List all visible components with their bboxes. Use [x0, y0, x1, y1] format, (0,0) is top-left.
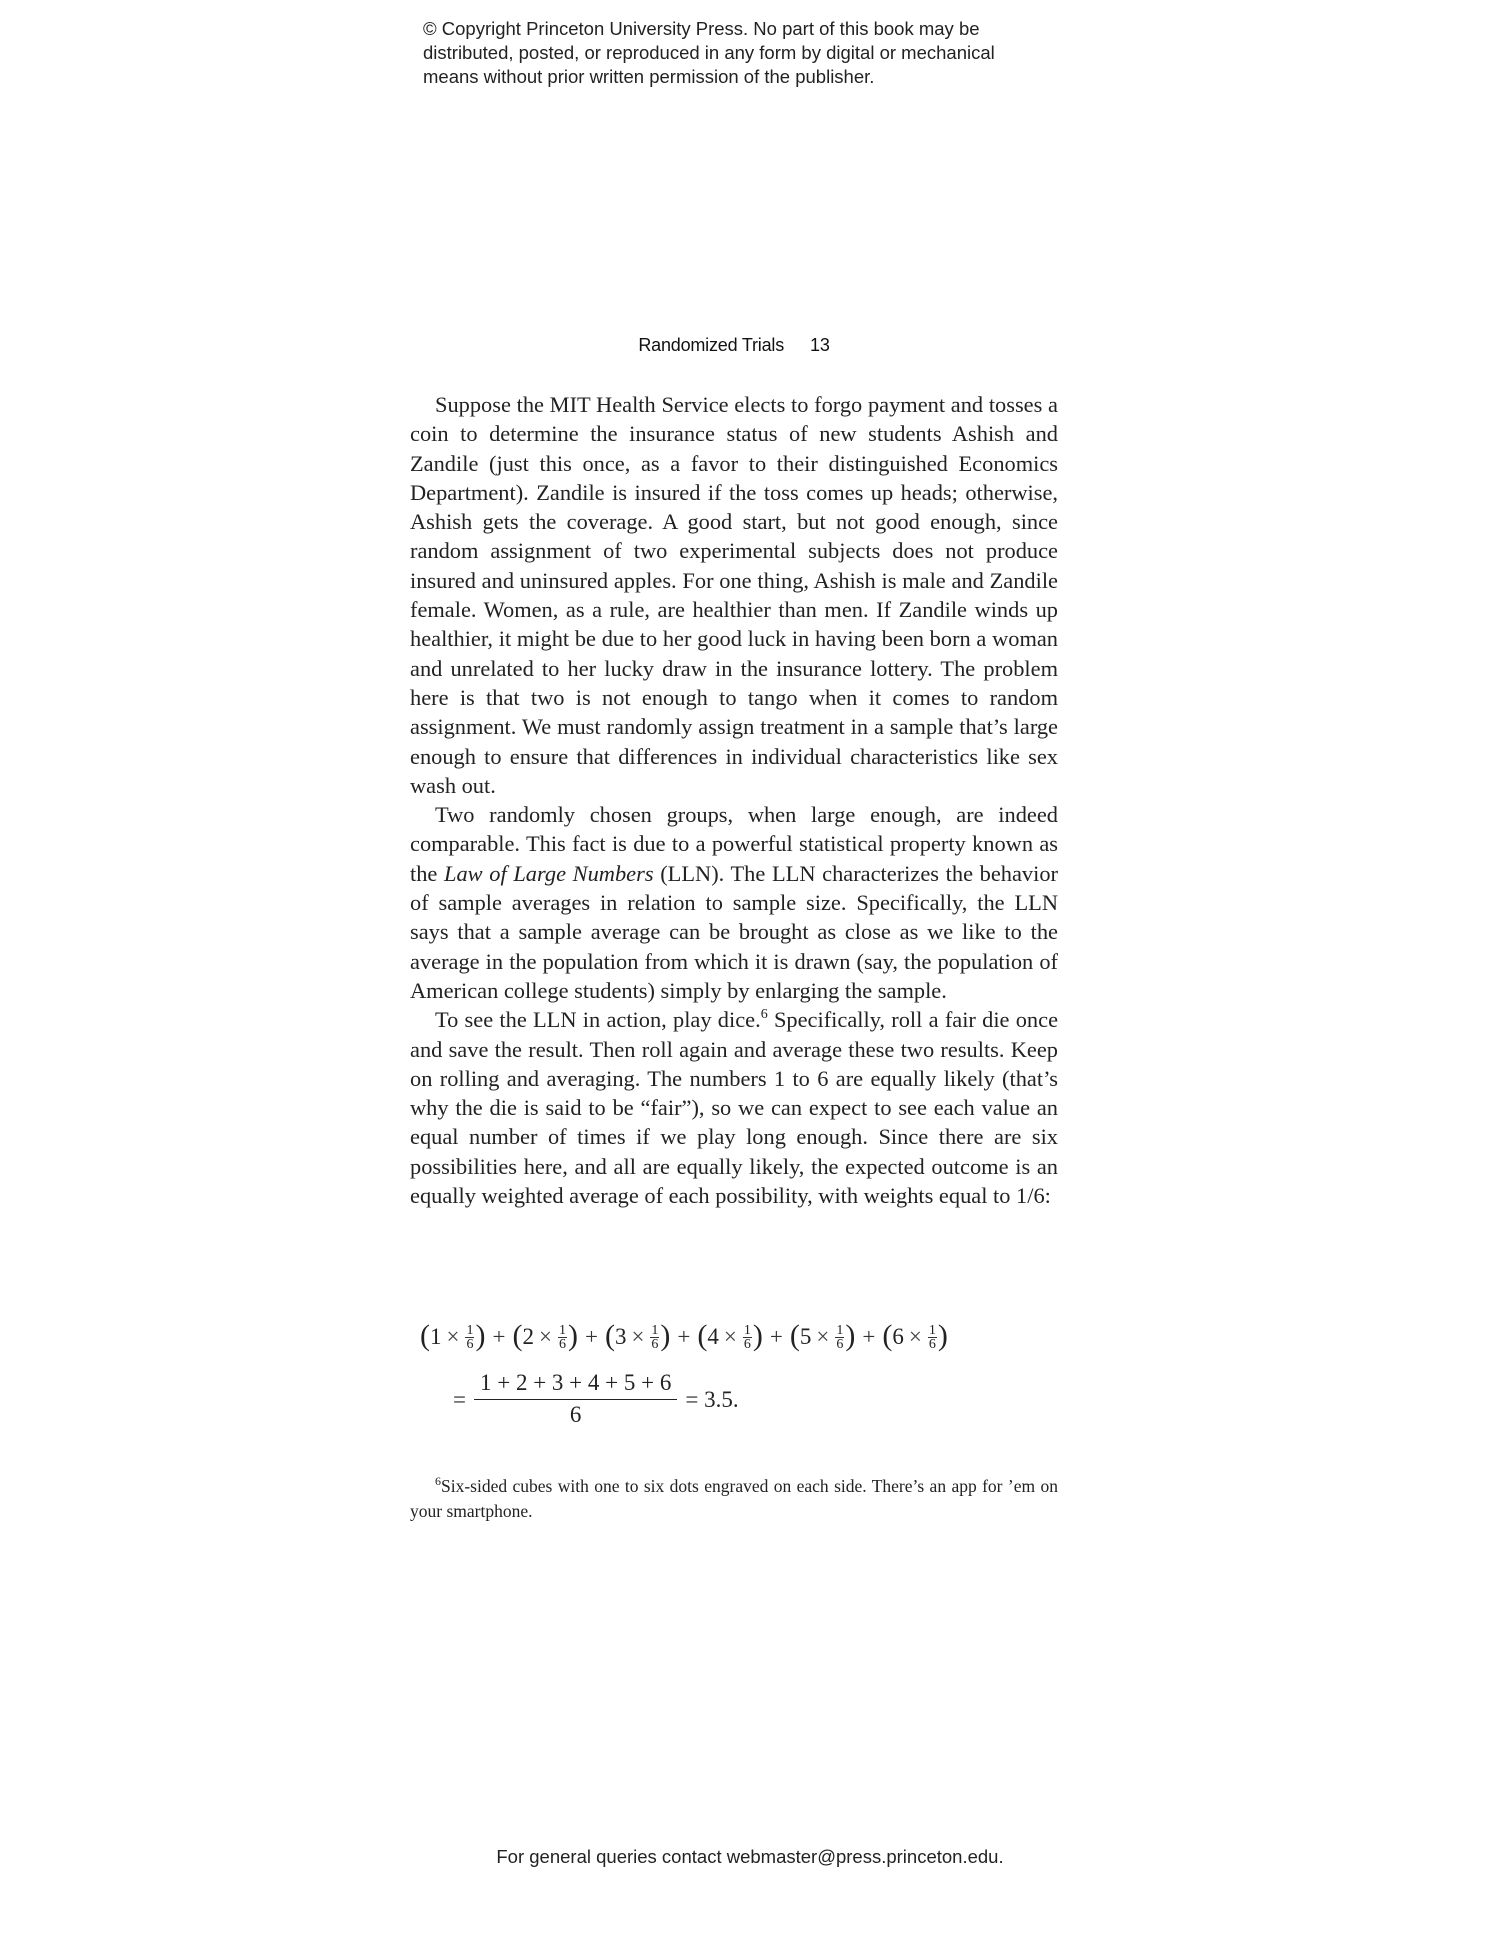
paragraph-2-end: (LLN). The LLN characterizes the behavior of sample averages in relation to sample size. Specifically, the LLN says that a sample average can be brought as close as we like to the average in the population from which it is drawn (say, the population of American college students) simply by enlarging the sample.: [410, 860, 1058, 1003]
equation-term: ( 2 × $\frac{1}{6}$ ): [512, 1319, 578, 1352]
term-value: 6: [892, 1324, 904, 1349]
plus-sign: +: [492, 1324, 506, 1349]
law-of-large-numbers-term: Law of Large Numbers: [444, 860, 654, 886]
weight-fraction: [928, 1324, 937, 1351]
equation-term: ( 6 × $\frac{1}{6}$ ): [882, 1319, 948, 1352]
weight-fraction: [558, 1324, 567, 1351]
weight-fraction: [650, 1324, 659, 1351]
term-value: 4: [707, 1324, 719, 1349]
chapter-title: Randomized Trials: [638, 335, 785, 355]
equation-term: ( 3 × $\frac{1}{6}$ ): [604, 1319, 671, 1352]
weight-fraction: [465, 1324, 474, 1351]
footnote-text: Six-sided cubes with one to six dots engraved on each side. There’s an app for ’em on your smartphone.: [410, 1476, 1058, 1521]
equals-sign: =: [453, 1386, 466, 1412]
copyright-line-3: means without prior written permission of the publisher.: [423, 66, 875, 87]
plus-sign: +: [769, 1324, 783, 1349]
equation-result: = 3.5.: [685, 1386, 739, 1412]
running-head: [410, 334, 1058, 356]
paragraph-3-start: To see the LLN in action, play dice.: [435, 1007, 761, 1033]
times-sign: ×: [816, 1324, 830, 1349]
copyright-line-1: © Copyright Princeton University Press. No part of this book may be: [423, 18, 980, 39]
weight-denominator: 6: [466, 1336, 474, 1352]
weight-numerator: 1: [466, 1322, 474, 1338]
times-sign: ×: [446, 1324, 460, 1349]
paragraph-2-start: Two randomly chosen groups, when large enough, are indeed comparable. This fact is due to a powerful statistical property known as the: [410, 802, 1058, 886]
weight-numerator: 1: [651, 1322, 659, 1338]
paragraph-3: [410, 1005, 1058, 1210]
average-fraction: [474, 1369, 677, 1430]
term-value: 2: [522, 1324, 534, 1349]
plus-sign: +: [862, 1324, 876, 1349]
average-denominator: 6: [569, 1402, 582, 1427]
copyright-notice: [423, 17, 1063, 89]
weight-fraction: [743, 1324, 752, 1351]
equation-term: ( 4 × $\frac{1}{6}$ ): [697, 1319, 763, 1352]
plus-sign: +: [584, 1324, 598, 1349]
times-sign: ×: [631, 1324, 645, 1349]
expected-value-equation: [420, 1315, 1060, 1430]
times-sign: ×: [538, 1324, 552, 1349]
weight-numerator: 1: [558, 1322, 566, 1338]
page-number: 13: [810, 335, 830, 355]
footnote-mark: 6: [435, 1474, 441, 1488]
footnote-paragraph: [410, 1474, 1058, 1524]
equation-term: ( 5 × $\frac{1}{6}$ ): [789, 1319, 856, 1352]
paragraph-2: [410, 800, 1058, 1005]
weight-denominator: 6: [743, 1336, 751, 1352]
equation-result-line: [453, 1369, 1060, 1430]
footnote-reference[interactable]: 6: [760, 1007, 768, 1023]
times-sign: ×: [723, 1324, 737, 1349]
equation-term: ( 1 × $\frac{1}{6}$ ): [420, 1319, 486, 1352]
equation-sum-line: [420, 1315, 1060, 1359]
term-value: 1: [430, 1324, 442, 1349]
average-numerator: 1 + 2 + 3 + 4 + 5 + 6: [474, 1369, 677, 1400]
footnote: [410, 1474, 1058, 1524]
times-sign: ×: [908, 1324, 922, 1349]
contact-line: For general queries contact webmaster@press.princeton.edu.: [496, 1846, 1004, 1867]
weight-denominator: 6: [558, 1336, 566, 1352]
paragraph-3-end: Specifically, roll a fair die once and save the result. Then roll again and average these two results. Keep on rolling and averaging. The numbers 1 to 6 are equally likely (that’s why the die is said to be “fair”), so we can expect to see each value an equal number of times if we play long enough. Since there are six possibilities here, and all are equally likely, the expected outcome is an equally weighted average of each possibility, with weights equal to 1/6:: [410, 1007, 1059, 1209]
weight-denominator: 6: [928, 1336, 936, 1352]
weight-numerator: 1: [836, 1322, 844, 1338]
weight-denominator: 6: [651, 1336, 659, 1352]
plus-sign: +: [677, 1324, 691, 1349]
weight-numerator: 1: [743, 1322, 751, 1338]
paragraph-1: Suppose the MIT Health Service elects to forgo payment and tosses a coin to determine the insurance status of new students Ashish and Zandile (just this once, as a favor to their distinguished Economics Department). Zandile is insured if the toss comes up heads; otherwise, Ashish gets the coverage. A good start, but not good enough, since random assignment of two experimental subjects does not produce insured and uninsured apples. For one thing, Ashish is male and Zandile female. Women, as a rule, are healthier than men. If Zandile winds up healthier, it might be due to her good luck in having been born a woman and unrelated to her lucky draw in the insurance lottery. The problem here is that two is not enough to tango when it comes to random assignment. We must randomly assign treatment in a sample that’s large enough to ensure that differences in individual characteristics like sex wash out.: [410, 392, 1058, 798]
term-value: 5: [799, 1324, 812, 1349]
copyright-line-2: distributed, posted, or reproduced in any form by digital or mechanical: [423, 42, 995, 63]
term-value: 3: [614, 1324, 627, 1349]
body-text: [410, 390, 1058, 1210]
weight-denominator: 6: [836, 1336, 844, 1352]
weight-numerator: 1: [928, 1322, 936, 1338]
weight-fraction: [835, 1324, 844, 1351]
